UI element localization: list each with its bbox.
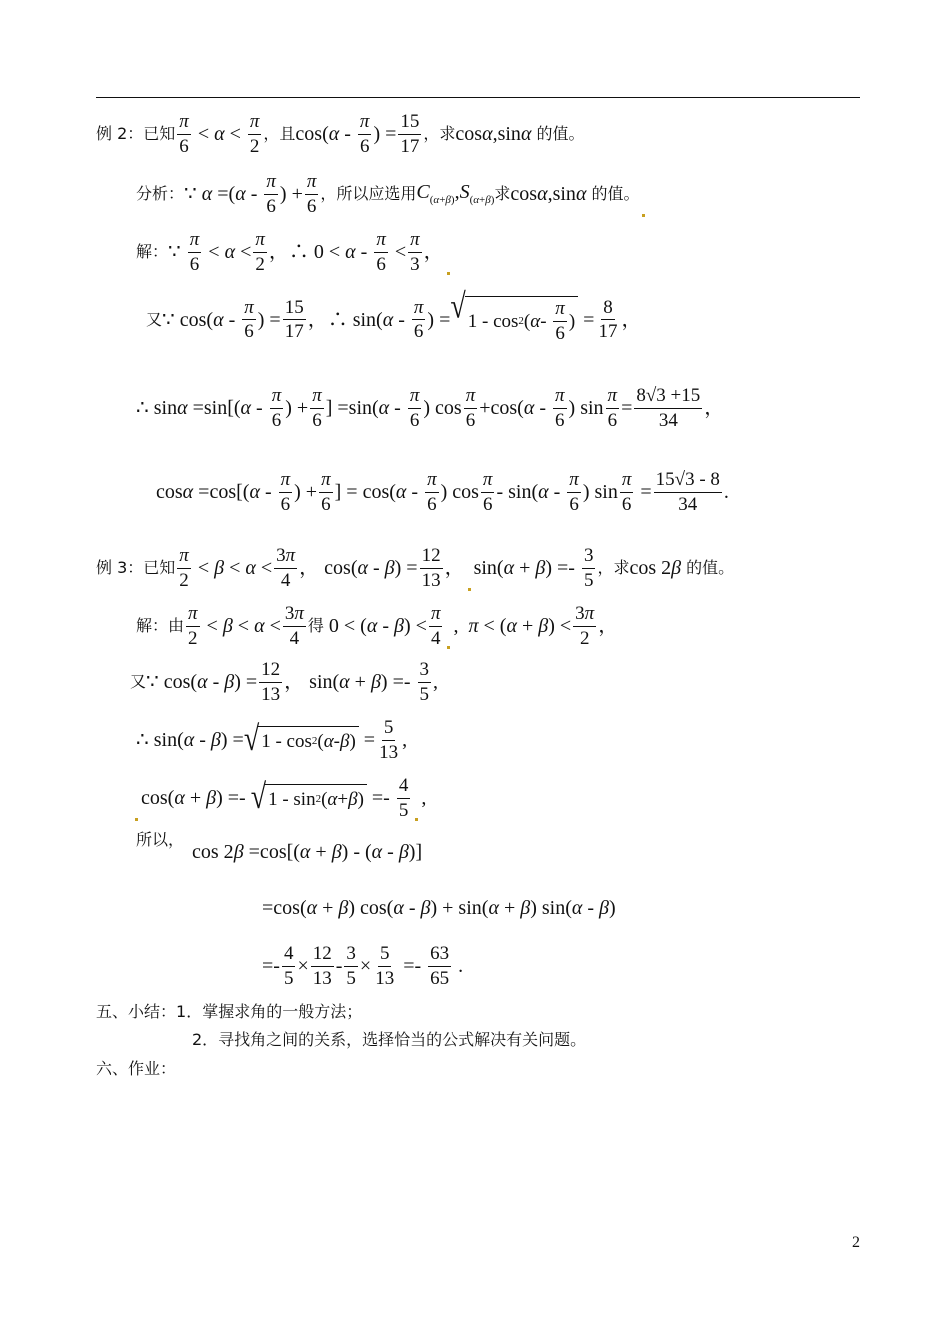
solution-label: 解： [136,242,169,262]
summary-item-1: 1．掌握求角的一般方法； [176,1002,363,1021]
analysis-end: 的值。 [591,184,640,204]
marker-dot [642,214,645,217]
summary-line-2 [192,1032,586,1048]
example2-cos-alpha: cosα =cos[(α - $\frac{\pi}{6}$ ) + $\frac{\pi}{6}$ ] = cos(α - $\frac{\pi}{6}$ ) cos $\frac{\pi}{6}$ - sin(α - $\frac{\pi}{6}$ ) sin $\frac{\pi}{6}$ = $\frac{15√3 - 8}{34}$ . [156,469,729,515]
example3-solution-label: 解：由 [136,616,185,636]
example3-solution-1: 解：由 $\frac{\pi}{2}$ < β < α < $\frac{3\pi}{4}$ 得 0 < (α - β) < $\frac{\pi}{4}$ , π < (α + β) < $\frac{3\pi}{2}$ ， [136,603,619,649]
example3-solution-2: 又 ∵ cos(α - β) = $\frac{12}{13}$ ， sin(α + β) =- $\frac{3}{5}$ , [130,659,439,705]
example3-also: 又 [130,672,147,692]
example2-analysis: 分析： ∵ α =(α - $\frac{\pi}{6}$ ) + $\frac{\pi}{6}$ ，所以应选用 $C_{(\alpha+\beta)},S_{(\alpha+\beta)}$ 求 cosα,sinα 的值。 [136,172,648,217]
header-rule [96,97,860,98]
analysis-text: ，所以应选用 [320,184,417,204]
example3-solution-4: cos(α + β) =- √ 1 - sin 2 ( α + β ) =- $\frac{4}{5}$ , [132,776,426,821]
example2-find: ，求 [423,124,456,144]
page-number: 2 [852,1234,860,1251]
example2-solution-1: 解： ∵ $\frac{\pi}{6}$ < α < $\frac{\pi}{2}$ ，∴ 0 < α - $\frac{\pi}{6}$ < $\frac{\pi}{3}$ ， [136,230,453,275]
example3-value-of: 的值。 [686,558,735,578]
example2-solution-2: 又 ∵ cos(α - $\frac{\pi}{6}$ ) = $\frac{15}{17}$ ，∴ sin(α - $\frac{\pi}{6}$ ) = √ 1 - cos 2 ( α - $\frac{\pi}{6}$ ) = $\frac{8}{17}$ ， [146,287,642,344]
example3-find: ，求 [597,558,630,578]
example3-statement: 例 3：已知 $\frac{\pi}{2}$ < β < α < $\frac{3\pi}{4}$ ， cos(α - β) = $\frac{12}{13}$ ， sin(α + β) =- $\frac{3}{5}$ ，求 cos 2β 的值。 [96,545,735,591]
marker-dot [415,818,418,821]
example2-statement: 例 2：已知 $\frac{\pi}{6}$ < α < $\frac{\pi}{2}$ ，且 cos(α - $\frac{\pi}{6}$ ) = $\frac{15}{17}$ ，求 cosα,sinα 的值。 [96,111,585,157]
example3-label: 例 3：已知 [96,558,176,578]
analysis-find: 求 [494,184,511,204]
also-label: 又 [146,309,163,329]
example2-label: 例 2：已知 [96,124,176,144]
example3-get: 得 [307,616,324,636]
example3-solution-7: =- $\frac{4}{5}$ × $\frac{12}{13}$ - $\frac{3}{5}$ × $\frac{5}{13}$ =- $\frac{63}{65}$ . [262,943,464,989]
example3-solution-3: ∴ sin(α - β) = √ 1 - cos 2 ( α - β ) = $\frac{5}{13}$ , [136,717,408,763]
marker-dot [447,646,450,649]
summary-label: 五、小结： [96,1002,177,1021]
analysis-label: 分析： [136,184,185,204]
marker-dot [135,818,138,821]
example2-value-of: 的值。 [536,124,585,144]
so-label: 所以， [136,830,185,849]
marker-dot [447,272,450,275]
homework-label: 六、作业： [96,1059,177,1078]
example2-sin-alpha: ∴ sinα =sin[(α - $\frac{\pi}{6}$ ) + $\frac{\pi}{6}$ ] =sin(α - $\frac{\pi}{6}$ ) cos $\frac{\pi}{6}$ +cos(α - $\frac{\pi}{6}$ ) sin $\frac{\pi}{6}$ = $\frac{8√3 +15}{34}$ ， [136,385,725,431]
marker-dot [468,588,471,591]
summary-line-1 [96,1004,362,1020]
example3-solution-6: =cos(α + β) cos(α - β) + sin(α + β) sin(α - β) [262,897,616,919]
homework-line [96,1061,176,1077]
summary-item-2: 2．寻找角之间的关系，选择恰当的公式解决有关问题。 [192,1030,587,1049]
example2-and: ，且 [263,124,296,144]
example3-solution-5: 所以， cos 2β =cos[(α + β) - (α - β)] [136,830,423,863]
